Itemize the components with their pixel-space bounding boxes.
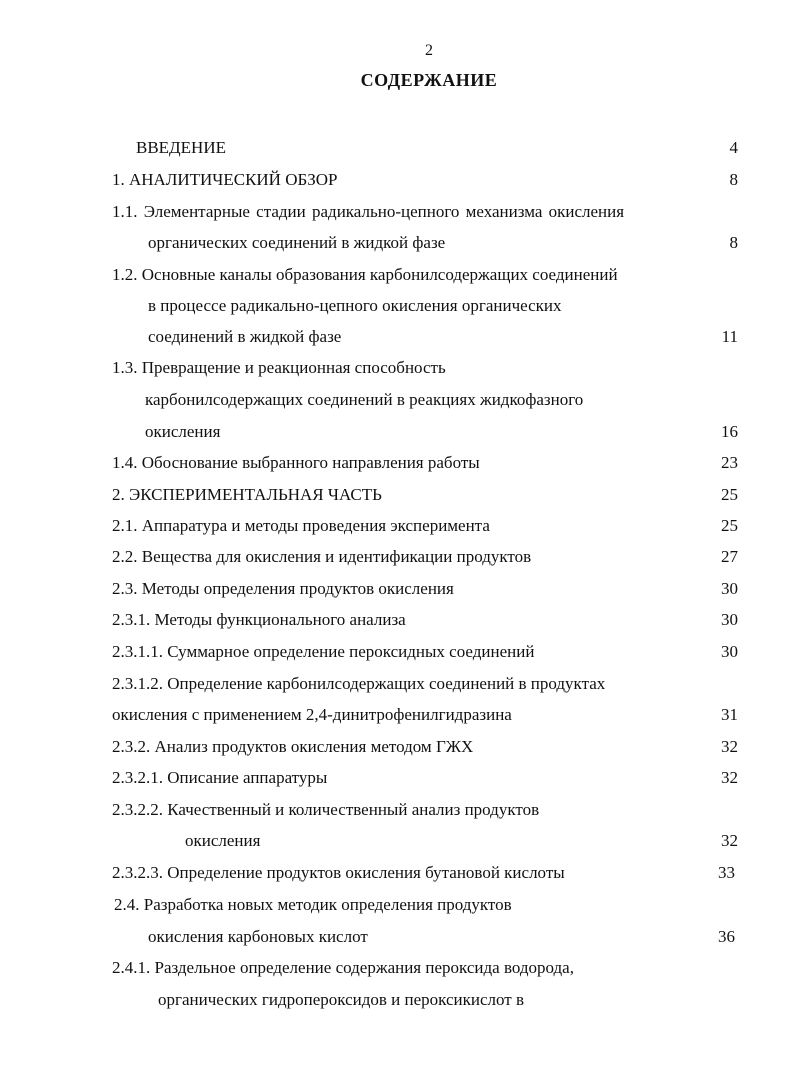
toc-page-number: 36 <box>718 927 735 946</box>
toc-entry-2-3-2-3: 2.3.2.3. Определение продуктов окисления бутановой кислоты <box>112 863 565 882</box>
toc-page-number: 30 <box>721 610 738 629</box>
toc-page-number: 32 <box>721 737 738 756</box>
toc-entry-1-2: 1.2. Основные каналы образования карбонилсодержащих соединений <box>112 265 618 284</box>
toc-entry-2-3-2: 2.3.2. Анализ продуктов окисления методом ГЖХ <box>112 737 474 756</box>
toc-entry-2-3-1-2-cont: окисления с применением 2,4-динитрофенилгидразина <box>112 705 512 724</box>
toc-page-number: 11 <box>721 327 738 346</box>
toc-entry-2-3-1-1: 2.3.1.1. Суммарное определение пероксидных соединений <box>112 642 535 661</box>
toc-entry-introduction: ВВЕДЕНИЕ <box>136 138 226 157</box>
toc-entry-2-3-2-2: 2.3.2.2. Качественный и количественный анализ продуктов <box>112 800 540 819</box>
toc-page-number: 16 <box>721 422 738 441</box>
toc-entry-2-4-1: 2.4.1. Раздельное определение содержания пероксида водорода, <box>112 958 574 977</box>
toc-entry-section-2: 2. ЭКСПЕРИМЕНТАЛЬНАЯ ЧАСТЬ <box>112 485 382 504</box>
toc-page-number: 30 <box>721 579 738 598</box>
toc-entry-1-3-cont: карбонилсодержащих соединений в реакциях жидкофазного <box>145 390 584 409</box>
toc-entry-1-1: 1.1. Элементарные стадии радикально-цепного механизма окисления <box>112 202 625 221</box>
toc-entry-2-2: 2.2. Вещества для окисления и идентификации продуктов <box>112 547 532 566</box>
toc-page-number: 32 <box>721 768 738 787</box>
toc-entry-1-4: 1.4. Обоснование выбранного направления работы <box>112 453 480 472</box>
toc-entry-2-3-2-1: 2.3.2.1. Описание аппаратуры <box>112 768 328 787</box>
toc-page-number: 25 <box>721 485 738 504</box>
page-title: СОДЕРЖАНИЕ <box>360 70 498 90</box>
toc-entry-2-3: 2.3. Методы определения продуктов окисления <box>112 579 454 598</box>
toc-page-number: 33 <box>718 863 735 882</box>
toc-entry-1-3-cont: окисления <box>145 422 221 441</box>
toc-page-number: 8 <box>729 170 738 189</box>
toc-entry-section-1: 1. АНАЛИТИЧЕСКИЙ ОБЗОР <box>112 170 338 189</box>
toc-entry-2-4-cont: окисления карбоновых кислот <box>148 927 368 946</box>
toc-page-number: 23 <box>721 453 738 472</box>
toc-entry-1-1-cont: органических соединений в жидкой фазе <box>148 233 446 252</box>
toc-page-number: 4 <box>729 138 738 157</box>
toc-entry-2-4-1-cont: органических гидропероксидов и пероксикислот в <box>158 990 524 1009</box>
toc-page-number: 25 <box>721 516 738 535</box>
toc-entry-1-2-cont: соединений в жидкой фазе <box>148 327 342 346</box>
toc-page-number: 8 <box>729 233 738 252</box>
toc-entry-2-3-1-2: 2.3.1.2. Определение карбонилсодержащих соединений в продуктах <box>112 674 606 693</box>
toc-entry-2-3-1: 2.3.1. Методы функционального анализа <box>112 610 406 629</box>
toc-entry-1-2-cont: в процессе радикально-цепного окисления органических <box>148 296 562 315</box>
page-number: 2 <box>425 42 433 59</box>
toc-page-number: 27 <box>721 547 738 566</box>
toc-entry-2-4: 2.4. Разработка новых методик определения продуктов <box>114 895 512 914</box>
toc-page-number: 32 <box>721 831 738 850</box>
toc-page-number: 30 <box>721 642 738 661</box>
toc-page-number: 31 <box>721 705 738 724</box>
toc-entry-1-3: 1.3. Превращение и реакционная способность <box>112 358 446 377</box>
toc-entry-2-1: 2.1. Аппаратура и методы проведения эксперимента <box>112 516 490 535</box>
toc-entry-2-3-2-2-cont: окисления <box>185 831 261 850</box>
